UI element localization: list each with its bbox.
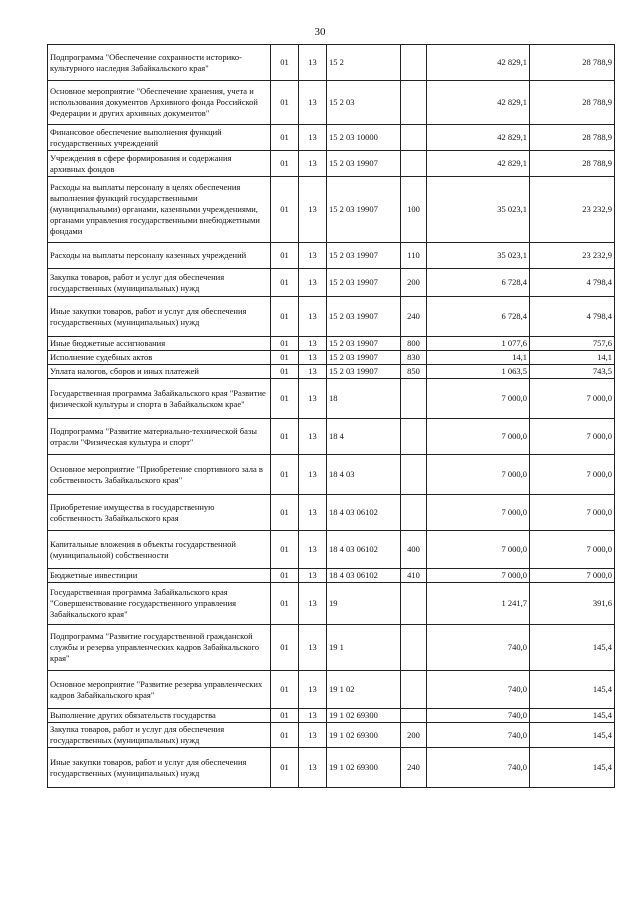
- row-amount-1: 7 000,0: [427, 495, 530, 531]
- row-subsection: 13: [299, 569, 327, 583]
- row-amount-2: 145,4: [530, 625, 615, 671]
- row-name: Выполнение других обязательств государства: [48, 709, 271, 723]
- table-row: [48, 337, 615, 351]
- row-section: 01: [271, 269, 299, 297]
- row-section: 01: [271, 351, 299, 365]
- row-section: 01: [271, 671, 299, 709]
- row-expense-type: [401, 125, 427, 151]
- row-name: Бюджетные инвестиции: [48, 569, 271, 583]
- row-amount-1: 1 241,7: [427, 583, 530, 625]
- row-section: 01: [271, 569, 299, 583]
- row-expense-type: 400: [401, 531, 427, 569]
- row-name: Подпрограмма "Развитие государственной гражданской службы и резерва управленческих кадров Забайкальского края": [48, 625, 271, 671]
- row-section: 01: [271, 297, 299, 337]
- row-subsection: 13: [299, 297, 327, 337]
- row-amount-2: 757,6: [530, 337, 615, 351]
- row-amount-1: 1 077,6: [427, 337, 530, 351]
- row-amount-1: 7 000,0: [427, 419, 530, 455]
- table-row: [48, 351, 615, 365]
- row-expense-type: [401, 455, 427, 495]
- row-subsection: 13: [299, 125, 327, 151]
- row-expense-type: [401, 671, 427, 709]
- row-name: Расходы на выплаты персоналу в целях обеспечения выполнения функций государственными (муниципальными) органами, казенными учреждениями, органами управления государственными внебюджетными фондами: [48, 177, 271, 243]
- row-expense-type: 100: [401, 177, 427, 243]
- row-name: Подпрограмма "Обеспечение сохранности историко-культурного наследия Забайкальского края": [48, 45, 271, 81]
- budget-table: [47, 44, 615, 788]
- table-row: [48, 495, 615, 531]
- row-subsection: 13: [299, 351, 327, 365]
- row-target-article: 19 1 02 69300: [327, 748, 401, 788]
- row-subsection: 13: [299, 151, 327, 177]
- row-section: 01: [271, 531, 299, 569]
- table-row: [48, 569, 615, 583]
- row-subsection: 13: [299, 709, 327, 723]
- row-section: 01: [271, 748, 299, 788]
- row-section: 01: [271, 365, 299, 379]
- table-row: [48, 709, 615, 723]
- row-expense-type: [401, 709, 427, 723]
- row-name: Иные бюджетные ассигнования: [48, 337, 271, 351]
- table-row: [48, 297, 615, 337]
- row-amount-1: 42 829,1: [427, 125, 530, 151]
- row-section: 01: [271, 177, 299, 243]
- row-target-article: 15 2 03 19907: [327, 297, 401, 337]
- row-amount-2: 7 000,0: [530, 455, 615, 495]
- row-amount-2: 145,4: [530, 723, 615, 748]
- row-amount-1: 7 000,0: [427, 531, 530, 569]
- row-amount-2: 145,4: [530, 671, 615, 709]
- row-name: Подпрограмма "Развитие материально-технической базы отрасли "Физическая культура и спорт": [48, 419, 271, 455]
- row-name: Расходы на выплаты персоналу казенных учреждений: [48, 243, 271, 269]
- row-expense-type: [401, 495, 427, 531]
- row-expense-type: 200: [401, 269, 427, 297]
- row-section: 01: [271, 455, 299, 495]
- row-target-article: 18 4 03 06102: [327, 569, 401, 583]
- table-row: [48, 177, 615, 243]
- table-row: [48, 583, 615, 625]
- row-target-article: 19 1 02: [327, 671, 401, 709]
- row-section: 01: [271, 81, 299, 125]
- row-expense-type: [401, 625, 427, 671]
- row-expense-type: 200: [401, 723, 427, 748]
- row-subsection: 13: [299, 671, 327, 709]
- row-amount-2: 7 000,0: [530, 419, 615, 455]
- row-amount-1: 42 829,1: [427, 45, 530, 81]
- row-subsection: 13: [299, 455, 327, 495]
- row-section: 01: [271, 709, 299, 723]
- table-row: [48, 419, 615, 455]
- table-row: [48, 625, 615, 671]
- row-amount-1: 7 000,0: [427, 455, 530, 495]
- row-section: 01: [271, 379, 299, 419]
- row-name: Иные закупки товаров, работ и услуг для обеспечения государственных (муниципальных) нужд: [48, 748, 271, 788]
- row-subsection: 13: [299, 365, 327, 379]
- table-row: [48, 243, 615, 269]
- row-subsection: 13: [299, 337, 327, 351]
- row-expense-type: [401, 151, 427, 177]
- row-amount-1: 35 023,1: [427, 243, 530, 269]
- budget-table-body: [48, 45, 615, 788]
- row-subsection: 13: [299, 583, 327, 625]
- table-row: [48, 379, 615, 419]
- row-name: Основное мероприятие "Развитие резерва управленческих кадров Забайкальского края": [48, 671, 271, 709]
- row-target-article: 15 2 03 19907: [327, 243, 401, 269]
- row-amount-1: 14,1: [427, 351, 530, 365]
- row-target-article: 18: [327, 379, 401, 419]
- row-amount-1: 740,0: [427, 709, 530, 723]
- table-row: [48, 269, 615, 297]
- row-section: 01: [271, 45, 299, 81]
- row-target-article: 15 2 03: [327, 81, 401, 125]
- row-target-article: 15 2: [327, 45, 401, 81]
- row-expense-type: 240: [401, 748, 427, 788]
- page-number: 30: [314, 26, 326, 38]
- row-subsection: 13: [299, 269, 327, 297]
- row-amount-2: 28 788,9: [530, 45, 615, 81]
- row-subsection: 13: [299, 177, 327, 243]
- row-amount-1: 740,0: [427, 723, 530, 748]
- row-name: Исполнение судебных актов: [48, 351, 271, 365]
- row-expense-type: 850: [401, 365, 427, 379]
- row-expense-type: 830: [401, 351, 427, 365]
- row-section: 01: [271, 583, 299, 625]
- row-subsection: 13: [299, 379, 327, 419]
- row-target-article: 19: [327, 583, 401, 625]
- table-row: [48, 671, 615, 709]
- row-name: Уплата налогов, сборов и иных платежей: [48, 365, 271, 379]
- row-subsection: 13: [299, 625, 327, 671]
- table-row: [48, 81, 615, 125]
- row-target-article: 18 4: [327, 419, 401, 455]
- row-subsection: 13: [299, 723, 327, 748]
- row-amount-1: 740,0: [427, 625, 530, 671]
- row-amount-2: 28 788,9: [530, 125, 615, 151]
- table-row: [48, 151, 615, 177]
- row-target-article: 15 2 03 19907: [327, 269, 401, 297]
- row-amount-1: 1 063,5: [427, 365, 530, 379]
- row-subsection: 13: [299, 45, 327, 81]
- row-target-article: 18 4 03: [327, 455, 401, 495]
- row-expense-type: [401, 45, 427, 81]
- row-name: Государственная программа Забайкальского края "Совершенствование государственного управления Забайкальского края": [48, 583, 271, 625]
- table-row: [48, 45, 615, 81]
- row-expense-type: [401, 583, 427, 625]
- row-amount-1: 740,0: [427, 748, 530, 788]
- row-amount-2: 7 000,0: [530, 495, 615, 531]
- row-amount-2: 4 798,4: [530, 269, 615, 297]
- row-expense-type: [401, 419, 427, 455]
- row-amount-1: 6 728,4: [427, 269, 530, 297]
- row-subsection: 13: [299, 495, 327, 531]
- row-expense-type: 800: [401, 337, 427, 351]
- row-section: 01: [271, 337, 299, 351]
- row-expense-type: 240: [401, 297, 427, 337]
- row-amount-2: 7 000,0: [530, 531, 615, 569]
- row-subsection: 13: [299, 243, 327, 269]
- row-subsection: 13: [299, 419, 327, 455]
- row-amount-2: 145,4: [530, 748, 615, 788]
- row-amount-1: 6 728,4: [427, 297, 530, 337]
- table-row: [48, 125, 615, 151]
- table-row: [48, 455, 615, 495]
- row-target-article: 19 1 02 69300: [327, 709, 401, 723]
- row-amount-1: 7 000,0: [427, 569, 530, 583]
- row-expense-type: [401, 379, 427, 419]
- row-target-article: 15 2 03 19907: [327, 177, 401, 243]
- row-name: Иные закупки товаров, работ и услуг для обеспечения государственных (муниципальных) нужд: [48, 297, 271, 337]
- row-amount-2: 28 788,9: [530, 81, 615, 125]
- row-name: Финансовое обеспечение выполнения функций государственных учреждений: [48, 125, 271, 151]
- row-section: 01: [271, 723, 299, 748]
- row-amount-2: 145,4: [530, 709, 615, 723]
- row-target-article: 15 2 03 10000: [327, 125, 401, 151]
- row-amount-1: 740,0: [427, 671, 530, 709]
- row-subsection: 13: [299, 531, 327, 569]
- row-section: 01: [271, 419, 299, 455]
- row-amount-2: 7 000,0: [530, 379, 615, 419]
- row-section: 01: [271, 151, 299, 177]
- row-name: Основное мероприятие "Обеспечение хранения, учета и использования документов Архивного фонда Российской Федерации и других архивных документов": [48, 81, 271, 125]
- row-amount-2: 4 798,4: [530, 297, 615, 337]
- row-amount-2: 23 232,9: [530, 177, 615, 243]
- row-amount-1: 7 000,0: [427, 379, 530, 419]
- row-expense-type: 410: [401, 569, 427, 583]
- row-target-article: 19 1 02 69300: [327, 723, 401, 748]
- table-row: [48, 365, 615, 379]
- row-name: Закупка товаров, работ и услуг для обеспечения государственных (муниципальных) нужд: [48, 723, 271, 748]
- row-amount-2: 391,6: [530, 583, 615, 625]
- row-name: Закупка товаров, работ и услуг для обеспечения государственных (муниципальных) нужд: [48, 269, 271, 297]
- row-amount-1: 35 023,1: [427, 177, 530, 243]
- row-expense-type: [401, 81, 427, 125]
- row-amount-1: 42 829,1: [427, 81, 530, 125]
- row-section: 01: [271, 625, 299, 671]
- table-row: [48, 748, 615, 788]
- row-expense-type: 110: [401, 243, 427, 269]
- row-section: 01: [271, 125, 299, 151]
- row-amount-2: 743,5: [530, 365, 615, 379]
- row-section: 01: [271, 495, 299, 531]
- row-amount-1: 42 829,1: [427, 151, 530, 177]
- row-target-article: 15 2 03 19907: [327, 365, 401, 379]
- row-section: 01: [271, 243, 299, 269]
- row-target-article: 18 4 03 06102: [327, 495, 401, 531]
- row-amount-2: 7 000,0: [530, 569, 615, 583]
- row-target-article: 15 2 03 19907: [327, 337, 401, 351]
- row-target-article: 18 4 03 06102: [327, 531, 401, 569]
- row-amount-2: 14,1: [530, 351, 615, 365]
- row-subsection: 13: [299, 748, 327, 788]
- row-amount-2: 28 788,9: [530, 151, 615, 177]
- row-target-article: 19 1: [327, 625, 401, 671]
- table-row: [48, 723, 615, 748]
- row-name: Приобретение имущества в государственную собственность Забайкальского края: [48, 495, 271, 531]
- table-row: [48, 531, 615, 569]
- row-target-article: 15 2 03 19907: [327, 351, 401, 365]
- row-name: Государственная программа Забайкальского края "Развитие физической культуры и спорта в Забайкальском крае": [48, 379, 271, 419]
- row-target-article: 15 2 03 19907: [327, 151, 401, 177]
- row-name: Капитальные вложения в объекты государственной (муниципальной) собственности: [48, 531, 271, 569]
- row-name: Основное мероприятие "Приобретение спортивного зала в собственность Забайкальского края": [48, 455, 271, 495]
- row-subsection: 13: [299, 81, 327, 125]
- row-name: Учреждения в сфере формирования и содержания архивных фондов: [48, 151, 271, 177]
- row-amount-2: 23 232,9: [530, 243, 615, 269]
